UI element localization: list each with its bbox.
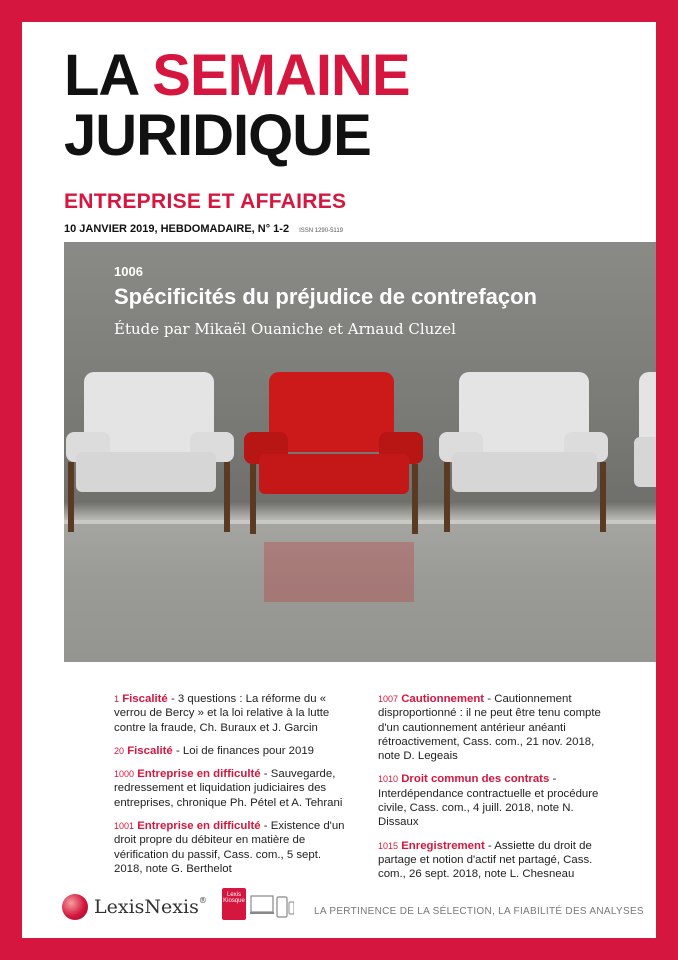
white-armchair-left xyxy=(66,372,234,532)
masthead-word-la: LA xyxy=(64,43,138,108)
feature-author: Étude par Mikaël Ouaniche et Arnaud Cluzel xyxy=(114,320,456,338)
masthead-word-juridique: JURIDIQUE xyxy=(64,103,371,168)
summary-left-column xyxy=(114,692,352,885)
summary-entry: 1010 Droit commun des contrats - Interdépendance contractuelle et procédure civile, Cass. com., 4 juill. 2018, note N. Dissaux xyxy=(378,773,599,829)
issn: ISSN 1290-5119 xyxy=(299,228,343,234)
issue-line xyxy=(64,223,343,235)
lexis-kiosque-icon: Lexis Kiosque xyxy=(222,888,246,920)
edition-title: ENTREPRISE ET AFFAIRES xyxy=(64,190,347,213)
devices-icon xyxy=(250,894,294,920)
lexisnexis-logo xyxy=(62,892,222,920)
masthead-word-semaine: SEMAINE xyxy=(152,43,410,108)
cover-illustration xyxy=(64,242,656,662)
logo-wordmark: LexisNexis xyxy=(94,896,199,918)
white-armchair-edge xyxy=(634,372,656,487)
summary-right-column xyxy=(378,692,616,891)
white-armchair-right xyxy=(439,372,608,532)
summary-entry: 1015 Enregistrement - Assiette du droit de partage et notion d'actif net partagé, Cass. com., 26 sept. 2018, note L. Chesneau xyxy=(378,839,593,881)
red-armchair xyxy=(244,372,423,602)
feature-number: 1006 xyxy=(114,264,143,279)
summary-entry: 1000 Entreprise en difficulté - Sauvegarde, redressement et liquidation judiciaires des entreprises, chronique Ph. Pétel et A. Tehrani xyxy=(114,768,343,809)
feature-title: Spécificités du préjudice de contrefaçon xyxy=(114,284,537,309)
cover-page xyxy=(22,22,656,938)
summary-entry: 1 Fiscalité - 3 questions : La réforme du « verrou de Bercy » et la loi relative à la lutte contre la fraude, Ch. Buraux et J. Garcin xyxy=(114,693,330,734)
summary-entry: 1001 Entreprise en difficulté - Existence d'un droit propre du débiteur en matière de vérification du passif, Cass. com., 5 sept. 2018, note G. Berthelot xyxy=(114,820,345,875)
summary-entry: 1007 Cautionnement - Cautionnement disproportionné : il ne peut être tenu compte d'un cautionnement antérieur anéanti rétroactivement, Cass. com., 21 nov. 2018, note D. Legeais xyxy=(378,693,601,763)
masthead-line-1 xyxy=(64,43,410,108)
issue-date: 10 JANVIER 2019, HEBDOMADAIRE, N° 1-2 xyxy=(64,223,290,235)
registered-mark: ® xyxy=(198,896,207,905)
tagline: LA PERTINENCE DE LA SÉLECTION, LA FIABILITÉ DES ANALYSES xyxy=(314,906,644,917)
lexisnexis-globe-icon xyxy=(62,894,88,920)
summary-entry: 20 Fiscalité - Loi de finances pour 2019 xyxy=(114,744,314,757)
